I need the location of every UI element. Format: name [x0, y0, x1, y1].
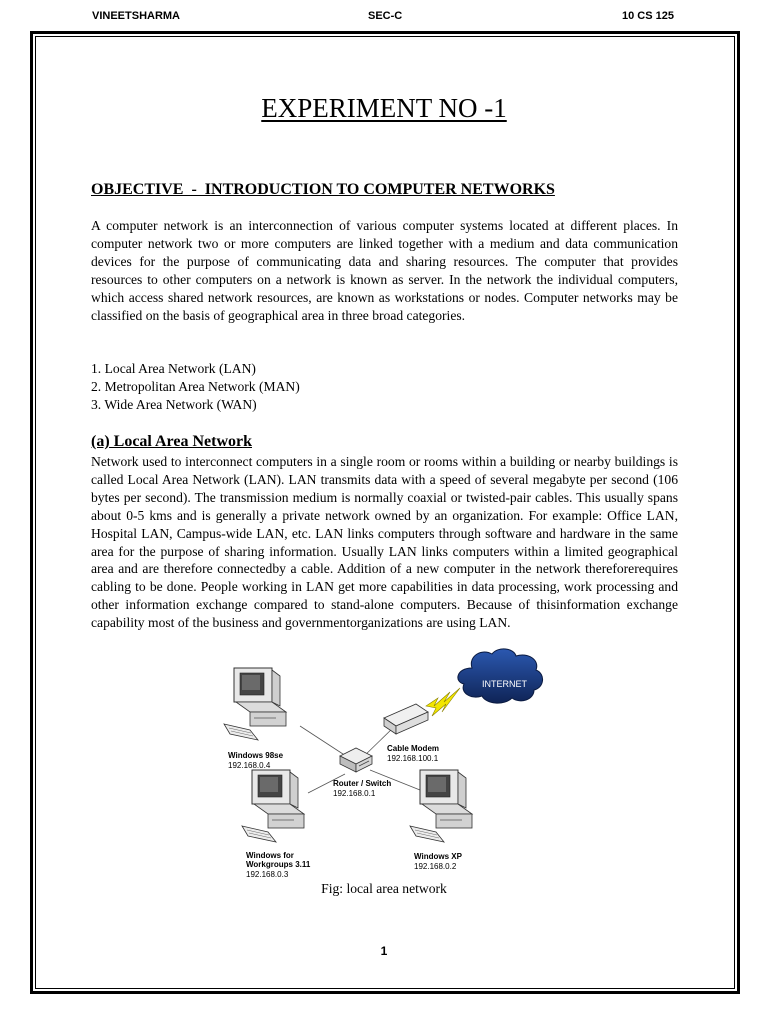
header-author: VINEETSHARMA: [92, 10, 181, 22]
objective-heading: OBJECTIVE - INTRODUCTION TO COMPUTER NETWORKS: [91, 181, 555, 198]
list-item: 2. Metropolitan Area Network (MAN): [91, 378, 300, 394]
lan-diagram: [220, 648, 550, 880]
lightning-icon: [426, 688, 460, 716]
pc1-name: Windows 98se: [228, 751, 284, 760]
internet-label: INTERNET: [482, 679, 527, 689]
page-header: [0, 8, 768, 26]
cable-modem-icon: [384, 704, 428, 734]
list-item: 3. Wide Area Network (WAN): [91, 396, 257, 412]
pc1-ip: 192.168.0.4: [228, 761, 271, 770]
lan-paragraph: Network used to interconnect computers in a single room or rooms within a building or nearby buildings is called Local Area Network (LAN). LAN transmits data with a speed of several megabyte per second (106 bytes per second). The transmission medium is normally coaxial or twisted-pair cables. This usually spans about 0-5 kms and is generally a private network owned by an organization. For example: Office LAN, Hospital LAN, Campus-wide LAN, etc. LAN links computers through software and hardware in the same area for the purpose of sharing information. Usually LAN links computers within a limited geographical area and are therefore connectedby a cable. Addition of a new computer in the network thereforerequires cabling to be done. People working in LAN get more capabilities in data processing, work processing and other information exchange compared to stand-alone computers. Because of thisinformation exchange capability most of the business and governmentorganizations are using LAN.: [91, 454, 678, 631]
internet-cloud-icon: [458, 649, 543, 703]
section-heading: (a) Local Area Network: [91, 433, 252, 450]
computer-icon: [410, 770, 472, 842]
page-number: 1: [380, 944, 388, 958]
figure-caption: Fig: local area network: [321, 881, 447, 896]
modem-ip: 192.168.100.1: [387, 754, 439, 763]
experiment-title: EXPERIMENT NO -1: [261, 93, 507, 123]
intro-paragraph: A computer network is an interconnection of various computer systems located at different places. In computer network two or more computers are linked together with a medium and data communication devices for the purpose of communicating data and sharing resources. The computer that provides resources to other computers on a network is known as server. In the network the individual computers, which access shared network resources, are known as workstations or nodes. Computer networks may be classified on the basis of geographical area in three broad categories.: [91, 218, 678, 323]
pc3-ip: 192.168.0.2: [414, 862, 457, 871]
header-roll: 10 CS 125: [622, 10, 674, 22]
category-list: [91, 360, 300, 414]
router-ip: 192.168.0.1: [333, 789, 376, 798]
list-item: 1. Local Area Network (LAN): [91, 361, 256, 376]
header-section: SEC-C: [368, 10, 403, 22]
computer-icon: [242, 770, 304, 842]
pc3-name: Windows XP: [414, 852, 462, 861]
computer-icon: [224, 668, 286, 740]
pc2-ip: 192.168.0.3: [246, 870, 289, 879]
pc2-name-line2: Workgroups 3.11: [246, 860, 311, 869]
modem-name: Cable Modem: [387, 744, 440, 753]
pc2-name-line1: Windows for: [246, 851, 294, 860]
router-name: Router / Switch: [333, 779, 392, 788]
router-switch-icon: [340, 748, 372, 772]
cable-line: [300, 726, 346, 756]
